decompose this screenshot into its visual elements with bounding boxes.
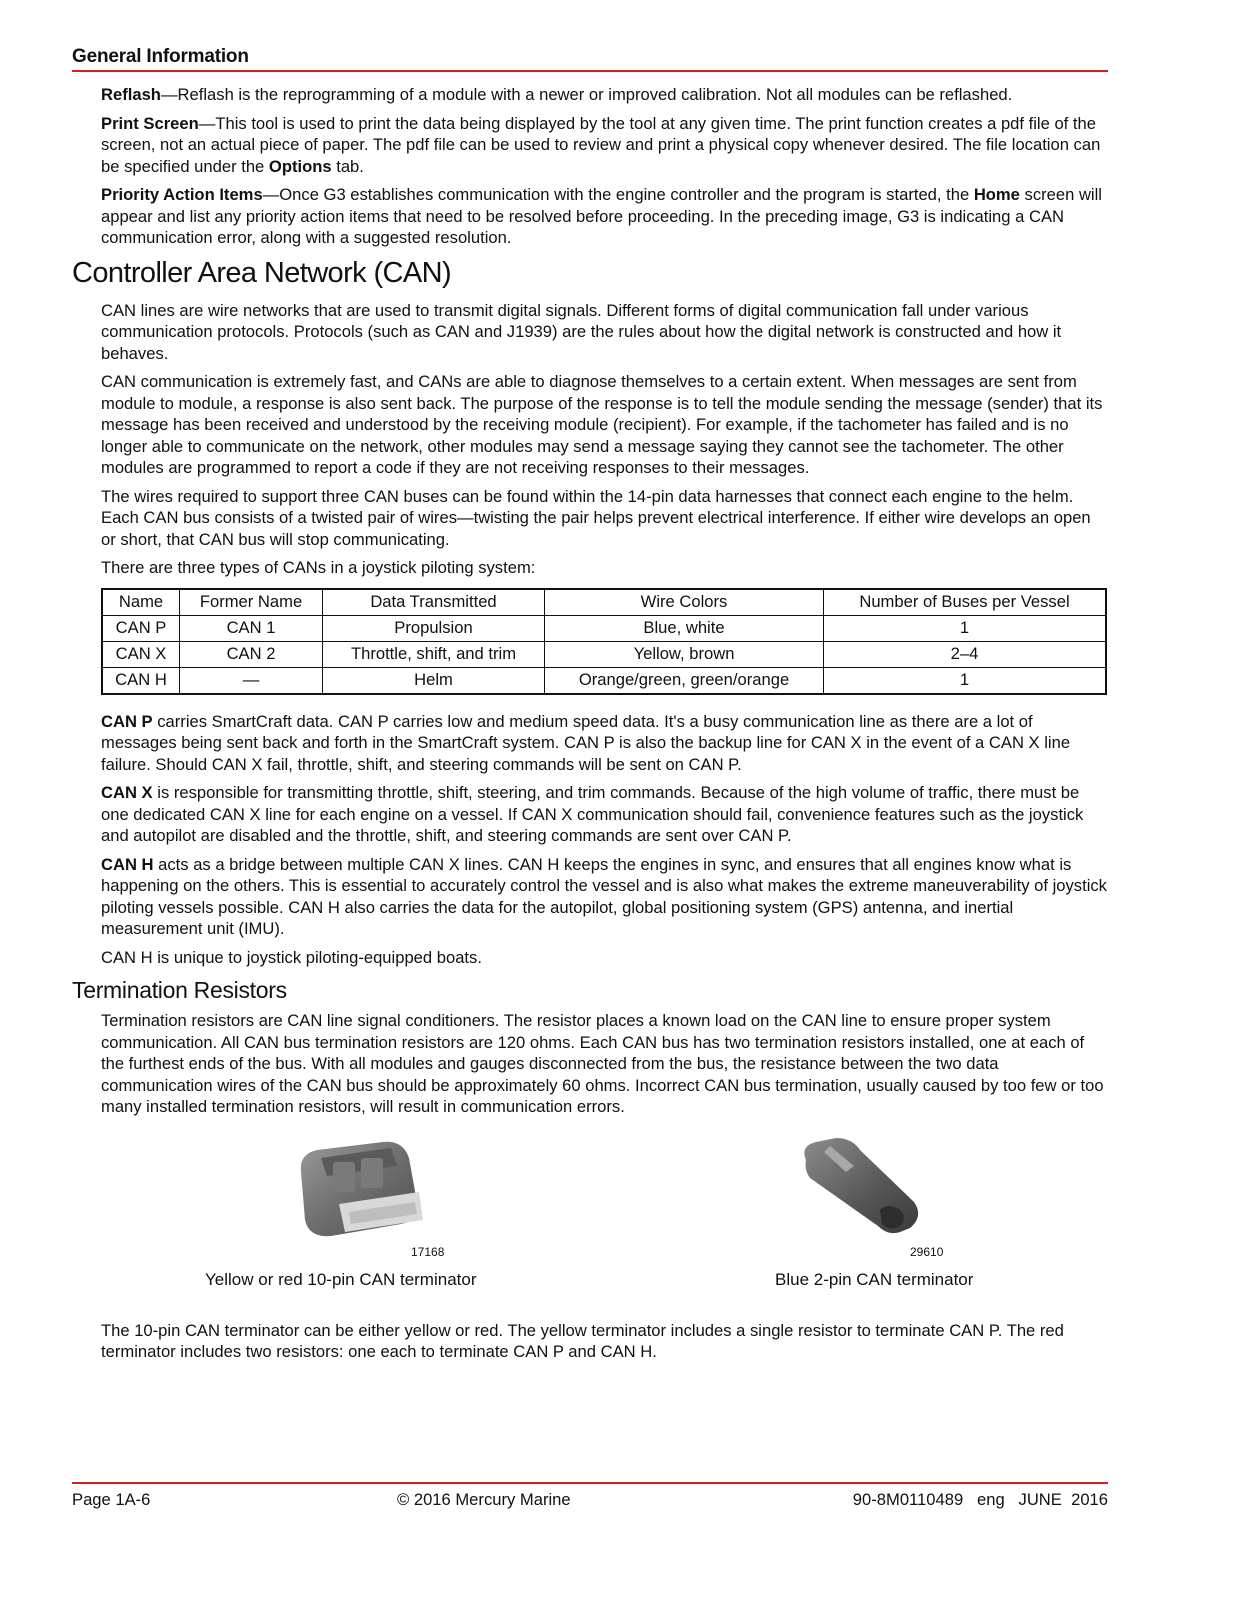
table-cell: Orange/green, green/orange bbox=[545, 667, 824, 694]
paragraph: CAN H is unique to joystick piloting-equipped boats. bbox=[101, 947, 482, 967]
figure-caption: Blue 2-pin CAN terminator bbox=[775, 1269, 974, 1289]
can-h-description bbox=[101, 854, 1109, 940]
paragraph: The wires required to support three CAN buses can be found within the 14-pin data harnesses that connect each engine to the helm. Each CAN bus consists of a twisted pair of wires—twisting the pair helps prevent electrical interference. If either wire develops an open or short, that CAN bus will stop communicating. bbox=[101, 486, 1091, 549]
definition-term: Priority Action Items bbox=[101, 185, 263, 204]
table-header-cell: Name bbox=[102, 589, 180, 616]
table-row bbox=[102, 641, 1106, 667]
table-cell: Throttle, shift, and trim bbox=[323, 641, 545, 667]
table-cell: 1 bbox=[824, 667, 1107, 694]
definition-priority-action-items bbox=[101, 184, 1109, 249]
termination-body bbox=[101, 1010, 1109, 1363]
definition-text: —This tool is used to print the data being displayed by the tool at any given time. The print function creates a pdf file of the screen, not an actual piece of paper. The pdf file can be used to review and print a physical copy whenever desired. The file location can be specified under the bbox=[101, 113, 1101, 176]
table-header-cell: Wire Colors bbox=[545, 589, 824, 616]
table-header-cell: Number of Buses per Vessel bbox=[824, 589, 1107, 616]
term: CAN X bbox=[101, 783, 153, 802]
figure-caption: Yellow or red 10-pin CAN terminator bbox=[205, 1269, 477, 1289]
table-cell: CAN H bbox=[102, 667, 180, 694]
table-cell: CAN 2 bbox=[180, 641, 323, 667]
terminator-figures bbox=[101, 1132, 1109, 1308]
definition-text: tab. bbox=[331, 156, 364, 176]
term: CAN P bbox=[101, 711, 153, 731]
definition-print-screen bbox=[101, 113, 1109, 178]
table-cell: 2–4 bbox=[824, 641, 1107, 667]
definition-text: screen will appear and list any priority action items that need to be resolved before proceeding. In the preceding image, G3 is indicating a CAN communication error, along with a suggested resolution. bbox=[101, 185, 1102, 247]
term-text: carries SmartCraft data. CAN P carries low and medium speed data. It's a busy communication line as there are a lot of messages being sent back and forth in the SmartCraft system. CAN P is also the backup line for CAN X in the event of a CAN X line failure. Should CAN X fail, throttle, shift, and steering commands will be sent on CAN P. bbox=[101, 711, 1071, 774]
table-header-cell: Data Transmitted bbox=[323, 589, 545, 616]
figure-number: 29610 bbox=[910, 1244, 944, 1259]
page-content bbox=[72, 84, 1112, 1370]
running-header-title: General Information bbox=[72, 46, 249, 67]
can-x-description bbox=[101, 782, 1109, 847]
table-cell: CAN 1 bbox=[180, 615, 323, 641]
table-cell: Helm bbox=[323, 667, 545, 694]
can-section-body bbox=[101, 300, 1109, 969]
can-types-table bbox=[101, 588, 1107, 695]
document-id: 90-8M0110489 eng JUNE 2016 bbox=[852, 1490, 1108, 1509]
two-pin-terminator-icon bbox=[796, 1136, 926, 1236]
page-header bbox=[72, 46, 1108, 72]
can-section-heading: Controller Area Network (CAN) bbox=[72, 256, 452, 289]
definition-term: Print Screen bbox=[101, 113, 199, 133]
table-cell: Blue, white bbox=[545, 615, 824, 641]
term: CAN H bbox=[101, 854, 154, 874]
table-cell: CAN X bbox=[102, 641, 180, 667]
can-p-description bbox=[101, 711, 1109, 776]
paragraph: There are three types of CANs in a joystick piloting system: bbox=[101, 558, 536, 577]
table-header-row bbox=[102, 589, 1106, 616]
ten-pin-terminator-icon bbox=[291, 1132, 431, 1242]
table-cell: CAN P bbox=[102, 615, 180, 641]
table-cell: Yellow, brown bbox=[545, 641, 824, 667]
intro-definitions bbox=[101, 84, 1109, 249]
definition-text: —Reflash is the reprogramming of a module with a newer or improved calibration. Not all modules can be reflashed. bbox=[160, 85, 1013, 104]
home-screen-ref: Home bbox=[973, 185, 1020, 204]
definition-term: Reflash bbox=[101, 85, 161, 104]
paragraph: Termination resistors are CAN line signal conditioners. The resistor places a known load on the CAN line to ensure proper system communication. All CAN bus termination resistors are 120 ohms. Each CAN bus has two termination resistors installed, one at each of the furthest ends of the bus. With all modules and gauges disconnected from the bus, the resistance between the two data communication wires of the CAN bus should be approximately 60 ohms. Incorrect CAN bus termination, usually caused by too few or too many installed termination resistors, will result in communication errors. bbox=[101, 1011, 1104, 1116]
copyright: © 2016 Mercury Marine bbox=[397, 1490, 571, 1509]
paragraph: The 10-pin CAN terminator can be either yellow or red. The yellow terminator includes a single resistor to terminate CAN P. The red terminator includes two resistors: one each to terminate CAN P and CAN H. bbox=[101, 1320, 1064, 1361]
page-number: Page 1A-6 bbox=[72, 1490, 151, 1509]
paragraph: CAN communication is extremely fast, and CANs are able to diagnose themselves to a certain extent. When messages are sent from module to module, a response is also sent back. The purpose of the response is to tell the module sending the message (sender) that its message has been received and understood by the receiving module (recipient). For example, if the tachometer has failed and is no longer able to communicate on the network, other modules may send a message saying they cannot see the tachometer. The other modules are programmed to report a code if they are not receiving responses to their messages. bbox=[101, 372, 1103, 477]
options-tab-ref: Options bbox=[268, 156, 332, 176]
table-cell: — bbox=[180, 667, 323, 694]
table-cell: Propulsion bbox=[323, 615, 545, 641]
definition-text: —Once G3 establishes communication with the engine controller and the program is started, the bbox=[262, 185, 974, 204]
table-header-cell: Former Name bbox=[180, 589, 323, 616]
table-cell: 1 bbox=[824, 615, 1107, 641]
term-text: is responsible for transmitting throttle, shift, steering, and trim commands. Because of the high volume of traffic, there must be one dedicated CAN X line for each engine on a vessel. If CAN X communication should fail, convenience features such as the joystick and autopilot are disabled and the throttle, shift, and steering commands are sent over CAN P. bbox=[101, 783, 1084, 845]
table-row bbox=[102, 667, 1106, 694]
table-row bbox=[102, 615, 1106, 641]
termination-heading: Termination Resistors bbox=[72, 977, 287, 1003]
figure-number: 17168 bbox=[411, 1244, 445, 1259]
paragraph: CAN lines are wire networks that are used to transmit digital signals. Different forms of digital communication fall under various communication protocols. Protocols (such as CAN and J1939) are the rules about how the digital network is constructed and how it behaves. bbox=[101, 300, 1062, 363]
definition-reflash bbox=[101, 84, 1109, 106]
term-text: acts as a bridge between multiple CAN X lines. CAN H keeps the engines in sync, and ensures that all engines know what is happening on the others. This is essential to accurately control the vessel and is also what makes the extreme maneuverability of joystick piloting vessels possible. CAN H also carries the data for the autopilot, global positioning system (GPS) antenna, and inertial measurement unit (IMU). bbox=[101, 854, 1107, 938]
page-footer bbox=[72, 1482, 1108, 1514]
